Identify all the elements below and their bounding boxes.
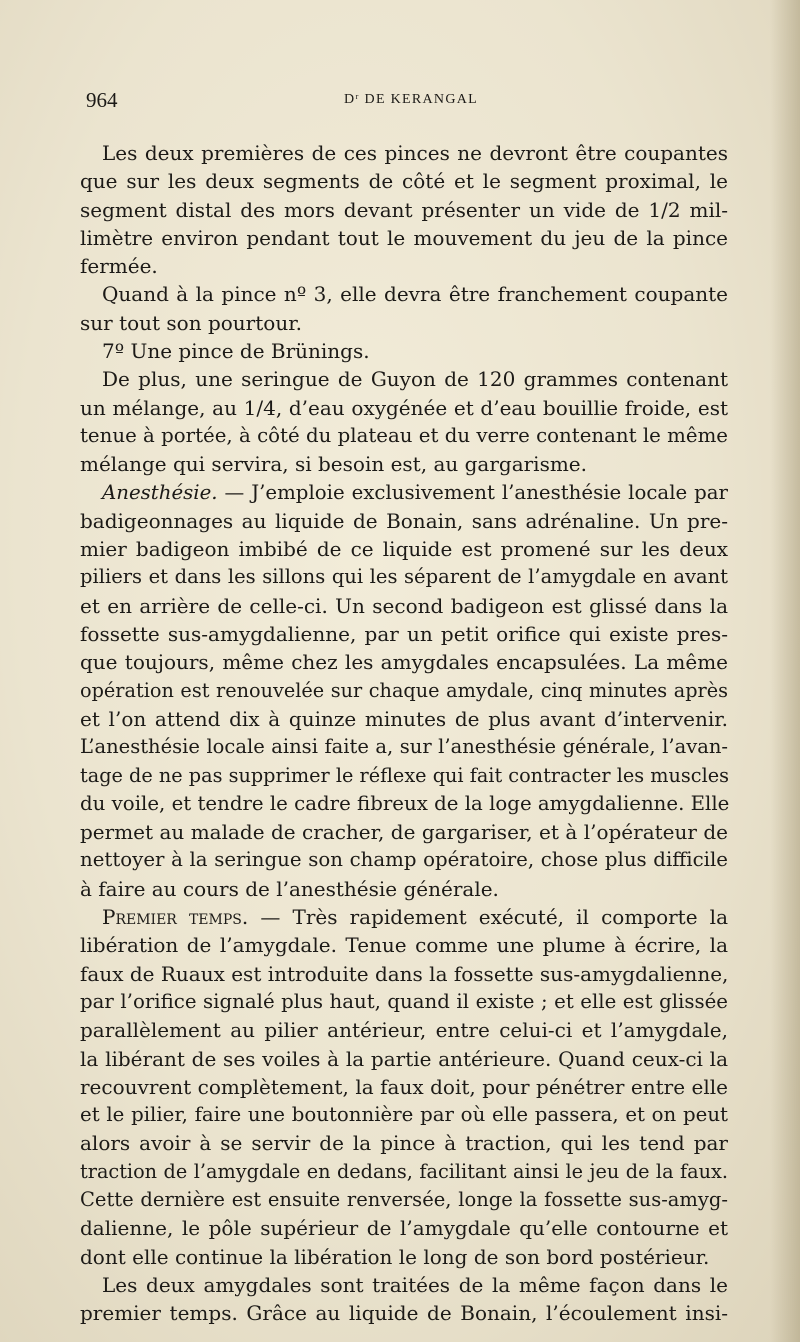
section-lead-smallcaps: Premier temps. — [102, 905, 249, 930]
text-line: dalienne, le pôle supérieur de l’amygdale qu’elle contourne et — [80, 1216, 728, 1241]
text-line: et l’on attend dix à quinze minutes de plus avant d’intervenir. — [80, 706, 728, 731]
text-line: premier temps. Grâce au liquide de Bonain, l’écoulement insi- — [80, 1301, 728, 1326]
text-line: par l’orifice signalé plus haut, quand il existe ; et elle est glissée — [80, 989, 728, 1013]
text-line: fermée. — [80, 254, 158, 279]
text-line: et le pilier, faire une boutonnière par où elle passera, et on peut — [80, 1103, 728, 1127]
text-line: tage de ne pas supprimer le réflexe qui fait contracter les muscles — [80, 763, 730, 787]
text-line: sur tout son pourtour. — [80, 310, 302, 335]
text-line: Quand à la pince nº 3, elle devra être franchement coupante — [102, 282, 728, 307]
text-line: piliers et dans les sillons qui les séparent de l’amygdale en avant — [80, 565, 728, 589]
text-line: limètre environ pendant tout le mouvement du jeu de la pince — [80, 225, 728, 250]
body-text — [80, 139, 728, 1327]
text-line — [80, 903, 728, 931]
text-line: fossette sus-amygdalienne, par un petit orifice qui existe pres- — [80, 622, 728, 647]
text-line: traction de l’amygdale en dedans, facilitant ainsi le jeu de la faux. — [80, 1159, 728, 1183]
text-line: badigeonnages au liquide de Bonain, sans adrénaline. Un pre- — [80, 508, 728, 533]
text-line: Les deux premières de ces pinces ne devront être coupantes — [102, 141, 728, 165]
text-line: faux de Ruaux est introduite dans la fossette sus-amygdalienne, — [80, 961, 729, 986]
text-line: permet au malade de cracher, de gargariser, et à l’opérateur de — [80, 820, 728, 845]
text-line: opération est renouvelée sur chaque amydale, cinq minutes après — [80, 678, 728, 702]
text-line: Cette dernière est ensuite renversée, longe la fossette sus-amyg- — [80, 1187, 728, 1211]
text-line: mélange qui servira, si besoin est, au gargarisme. — [80, 452, 587, 477]
text-line: un mélange, au 1/4, d’eau oxygénée et d’eau bouillie froide, est — [80, 395, 728, 420]
text-line: mier badigeon imbibé de ce liquide est promené sur les deux — [80, 537, 728, 562]
text-line: que sur les deux segments de côté et le segment proximal, le — [80, 169, 728, 194]
text-line: 7º Une pince de Brünings. — [102, 339, 370, 364]
text-line: De plus, une seringue de Guyon de 120 grammes contenant — [102, 367, 728, 392]
text-line: recouvrent complètement, la faux doit, pour pénétrer entre elle — [80, 1074, 728, 1099]
text-line: parallèlement au pilier antérieur, entre celui-ci et l’amygdale, — [80, 1018, 728, 1043]
page-edge-shadow — [770, 0, 800, 1342]
text-line: dont elle continue la libération le long de son bord postérieur. — [80, 1244, 710, 1269]
text-line — [80, 479, 728, 507]
text-line: segment distal des mors devant présenter un vide de 1/2 mil- — [80, 197, 728, 222]
text-line: L’anesthésie locale ainsi faite a, sur l’anesthésie générale, l’avan- — [80, 735, 728, 759]
page-number: 964 — [86, 88, 118, 112]
text-line: Les deux amygdales sont traitées de la même façon dans le — [102, 1272, 728, 1297]
text-line: du voile, et tendre le cadre fibreux de la loge amygdalienne. Elle — [80, 791, 730, 815]
text-line: libération de l’amygdale. Tenue comme une plume à écrire, la — [80, 933, 728, 958]
text-line-content: — Très rapidement exécuté, il comporte la — [248, 905, 728, 930]
text-line: que toujours, même chez les amygdales encapsulées. La même — [80, 650, 728, 675]
text-line: alors avoir à se servir de la pince à traction, qui les tend par — [80, 1131, 728, 1156]
page-header — [86, 88, 726, 112]
text-line: nettoyer à la seringue son champ opératoire, chose plus difficile — [80, 848, 728, 872]
text-line-content: — J’emploie exclusivement l’anesthésie locale par — [217, 480, 728, 504]
running-head: Dʳ DE KERANGAL — [344, 92, 479, 107]
text-line: à faire au cours de l’anesthésie générale. — [80, 876, 499, 901]
section-lead-italic: Anesthésie. — [102, 480, 218, 504]
text-line: la libérant de ses voiles à la partie antérieure. Quand ceux-ci la — [80, 1046, 728, 1071]
text-line: tenue à portée, à côté du plateau et du verre contenant le même — [80, 423, 728, 447]
text-line: et en arrière de celle-ci. Un second badigeon est glissé dans la — [80, 593, 728, 618]
